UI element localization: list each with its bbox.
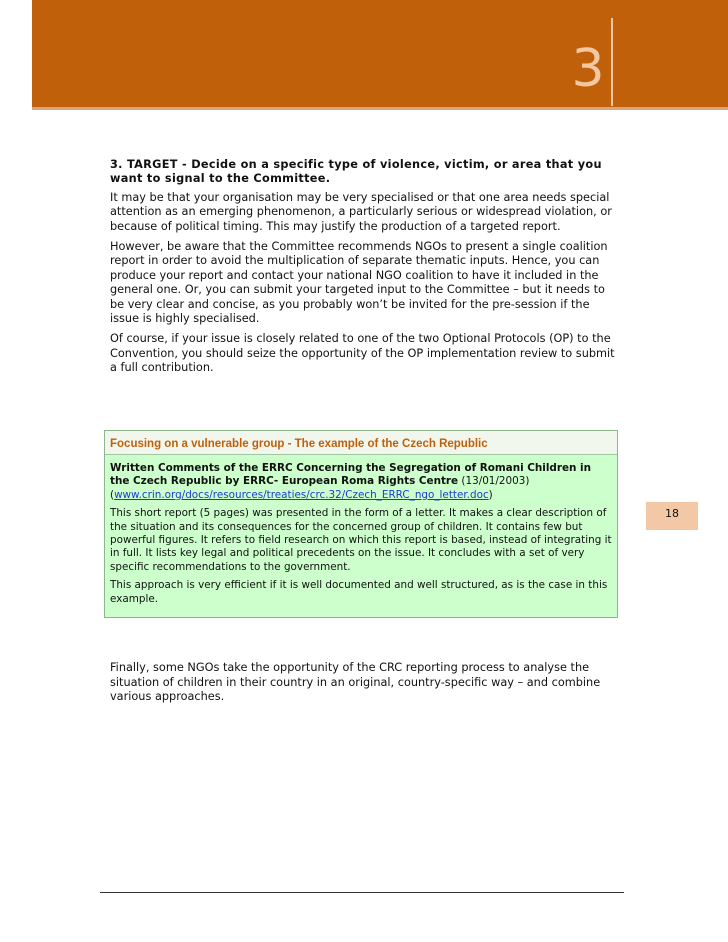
document-title: Written Comments of the ERRC Concerning the Segregation of Romani Children in the Czech Republic by ERRC- European Roma Rights Centre bbox=[110, 462, 592, 488]
paragraph: However, be aware that the Committee recommends NGOs to present a single coalition report in order to avoid the multiplication of separate thematic inputs. Hence, you can produce your report and contact your national NGO coalition to have it included in the general one. Or, you can submit your targeted input to the Committee – but it needs to be very clear and concise, as you probably won’t be invited for the pre-session if the issue is highly specialised. bbox=[110, 240, 608, 326]
example-box-title: Focusing on a vulnerable group - The example of the Czech Republic bbox=[105, 431, 617, 455]
header-band bbox=[32, 0, 728, 107]
example-box-body bbox=[105, 455, 617, 606]
document-reference bbox=[110, 462, 612, 502]
document-date: (13/01/2003) bbox=[458, 475, 530, 488]
chapter-divider bbox=[611, 18, 613, 106]
footer-rule bbox=[100, 892, 624, 893]
chapter-number: 3 bbox=[571, 39, 605, 99]
example-box bbox=[104, 430, 618, 618]
header-shadow bbox=[32, 107, 728, 110]
document-link[interactable]: www.crin.org/docs/resources/treaties/crc.32/Czech_ERRC_ngo_letter.doc bbox=[114, 488, 489, 501]
link-close-paren: ) bbox=[488, 488, 493, 501]
paragraph: It may be that your organisation may be very specialised or that one area needs special attention as an emerging phenomenon, a particularly serious or widespread violation, or because of political timing. This may justify the production of a targeted report. bbox=[110, 190, 612, 233]
section-heading: 3. TARGET - Decide on a specific type of violence, victim, or area that you want to signal to the Committee. bbox=[110, 158, 602, 186]
paragraph: Finally, some NGOs take the opportunity of the CRC reporting process to analyse the situation of children in their country in an original, country-specific way – and combine various approaches. bbox=[110, 661, 601, 704]
paragraph: Of course, if your issue is closely related to one of the two Optional Protocols (OP) to the Convention, you should seize the opportunity of the OP implementation review to submit a full contribution. bbox=[110, 332, 615, 375]
section-content bbox=[110, 158, 618, 382]
closing-paragraph bbox=[110, 661, 620, 705]
box-paragraph: This approach is very efficient if it is well documented and well structured, as is the case in this example. bbox=[110, 579, 608, 605]
box-paragraph: This short report (5 pages) was presented in the form of a letter. It makes a clear description of the situation and its consequences for the concerned group of children. It contains few but powerful figures. It refers to field research on which this report is based, instead of integrating it in full. It lists key legal and political precedents on the issue. It concludes with a set of very specific recommendations to the government. bbox=[110, 507, 612, 573]
page-number: 18 bbox=[646, 502, 698, 530]
link-open-paren: ( bbox=[110, 488, 115, 501]
